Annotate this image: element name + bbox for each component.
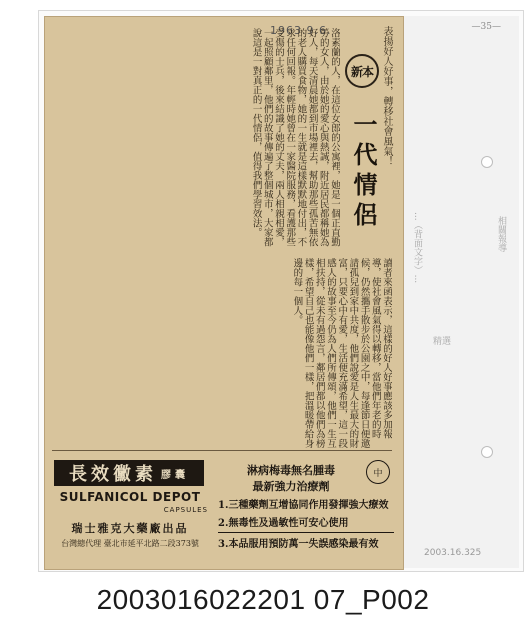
remedy-advertisement — [212, 456, 394, 560]
sulfanicol-advertisement — [50, 458, 208, 558]
handwritten-date: 1963.9.6. — [270, 24, 332, 37]
punch-hole-icon — [481, 446, 493, 458]
punch-hole-icon — [481, 156, 493, 168]
ad-distributor-address: 台灣總代理 臺北市延平北路二段373號 — [61, 539, 199, 548]
ad-latin-name: SULFANICOL DEPOT — [59, 490, 201, 504]
article-body-bottom: 讀者來函表示，這樣的好人好事應該多加報導，使社會風氣得以轉移，當他們年老的時候，仍然攜手散步於公園之中，每逢節日便邀請孤兒到家中共度，他們說愛是人生最大的財富，只要心中有愛，生活便充滿希望，這一段感人的故事至今仍為人們所傳頌，他們一生互相扶持，從未有過怨言，鄰居們都以他們為榜樣，希望自己也能像他們一樣，把溫暖帶給身邊的每一個人。 — [291, 258, 392, 448]
ad-feature-line: 1.三種藥劑互增協同作用發揮強大療效 — [218, 500, 389, 511]
bleed-through-heading: 精選 — [433, 337, 452, 347]
ad-brand-suffix: 膠囊 — [161, 469, 189, 481]
image-caption: 2003016022201 07_P002 — [96, 584, 430, 615]
page-number: —35— — [471, 22, 501, 32]
article-headline: 一代情侶 — [349, 112, 378, 232]
column-logo: 新本 — [345, 54, 379, 88]
sidebar-note: 表揚好人好事，轉移社會風氣！ — [381, 26, 392, 166]
ad-feature-line: 3.本品服用預防萬一失誤感染最有效 — [218, 532, 394, 550]
ad-feature-line: 2.無毒性及過敏性可安心使用 — [218, 518, 349, 529]
ad-capsules-label: CAPSULES — [163, 506, 208, 514]
ad-subheading: 最新強力治療劑 — [252, 480, 330, 493]
ad-heading: 淋病梅毒無名腫毒 — [247, 464, 335, 477]
ad-brand-name: 長效黴素 — [69, 464, 157, 485]
ad-manufacturer: 瑞士雅克大藥廠出品 — [71, 522, 189, 535]
bleed-through-text: 相關報導 — [496, 216, 506, 252]
article-body-top: 洛素蘭的人，在這位女郎的公寓裡，她是一個正直勤勞的女人，由於她的愛心與熱誠，附近居民都稱她為好人，每天清晨她都到市場裡去，幫助那些孤苦無依的老人購買食物，她的一生就是這樣默默地付出，不求任何回報。年輕時她曾在一家醫院服務，看護那些受傷的士兵，後來結識了她的丈夫，兩人相親相愛，一起照顧鄰里，他們的故事傳遍了整個城市，大家都說這是一對真正的一代情侶，值得我們學習效法。 — [250, 28, 340, 247]
bleed-through-text: ...（背面文字）... — [412, 212, 422, 284]
ad-seal-icon: 中 — [366, 460, 390, 484]
ad-divider — [52, 450, 392, 451]
inventory-number: 2003.16.325 — [424, 548, 482, 558]
back-page — [402, 16, 519, 568]
ad-brand-banner — [54, 460, 204, 486]
